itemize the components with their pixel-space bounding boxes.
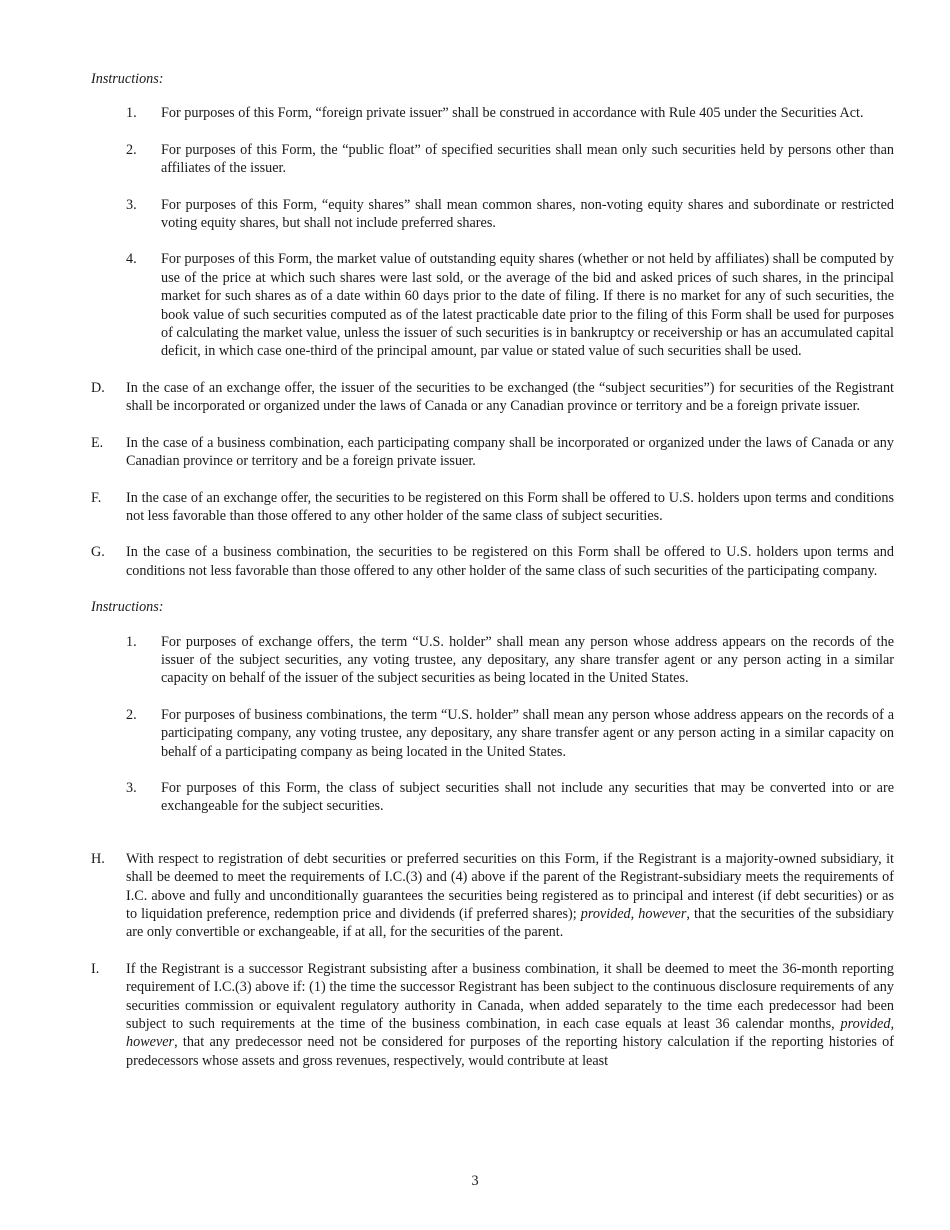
section-text: In the case of a business combination, the securities to be registered on this Form shall be offered to U.S. holders upon terms and conditions not less favorable than those offered to any other holder of the same class of such securities of the participating company. [126, 544, 894, 579]
instructions-list [91, 104, 894, 360]
instruction-item [91, 633, 894, 688]
section-text: With respect to registration of debt securities or preferred securities on this Form, if the Registrant is a majority-owned subsidiary, it shall be deemed to meet the requirements of I.C.(3) and (4) above if the parent of the Registrant-subsidiary meets the requirements of I.C. above and fully and unconditionally guarantees the securities being registered as to principal and interest (if debt securities) or as to liquidation preference, redemption price and dividends (if preferred shares); provided, however, that the securities of the subsidiary are only convertible or exchangeable, if at all, for the securities of the parent. [126, 850, 894, 941]
section-f [91, 489, 894, 526]
section-letter: I. [91, 960, 100, 977]
instruction-number: 2. [126, 706, 137, 723]
instruction-number: 1. [126, 633, 137, 650]
instruction-text: For purposes of exchange offers, the term “U.S. holder” shall mean any person whose address appears on the records of the issuer of the subject securities, any voting trustee, any depositary, any share transfer agent or any person acting in a similar capacity on behalf of the issuer of the subject securities as being located in the United States. [161, 633, 894, 687]
section-h [91, 850, 894, 942]
section-text: In the case of an exchange offer, the issuer of the securities to be exchanged (the “subject securities”) for securities of the Registrant shall be incorporated or organized under the laws of Canada or any Canadian province or territory and be a foreign private issuer. [126, 379, 894, 415]
section-d [91, 379, 894, 416]
document-page [91, 70, 894, 1088]
instruction-text: For purposes of business combinations, the term “U.S. holder” shall mean any person whose address appears on the records of a participating company, any voting trustee, any depositary, any share transfer agent or any person acting in a similar capacity on behalf of a participating company as being located in the United States. [161, 706, 894, 760]
instruction-text: For purposes of this Form, the market value of outstanding equity shares (whether or not held by affiliates) shall be computed by use of the price at which such shares were last sold, or the average of the bid and asked prices of such shares, in the principal market for such shares as of a date within 60 days prior to the date of filing. If there is no market for any of such securities, the book value of such securities computed as of the latest practicable date prior to the filing of this Form shall be used for purposes of calculating the market value, unless the issuer of such securities is in bankruptcy or receivership or has an accumulated capital deficit, in which case one-third of the principal amount, par value or stated value of such securities shall be used. [161, 251, 894, 360]
instruction-text: For purposes of this Form, “foreign private issuer” shall be construed in accordance with Rule 405 under the Securities Act. [161, 105, 864, 122]
instruction-number: 3. [126, 196, 137, 213]
instruction-item [91, 250, 894, 360]
section-letter: E. [91, 434, 104, 451]
instruction-item [91, 104, 894, 122]
instruction-text: For purposes of this Form, the class of subject securities shall not include any securities that may be converted into or are exchangeable for the subject securities. [161, 779, 894, 815]
section-text: In the case of an exchange offer, the securities to be registered on this Form shall be offered to U.S. holders upon terms and conditions not less favorable than those offered to any other holder of the same class of subject securities. [126, 489, 894, 524]
section-letter: F. [91, 489, 102, 506]
instruction-number: 4. [126, 251, 137, 268]
page-number: 3 [471, 1173, 479, 1189]
instructions-heading: Instructions: [91, 71, 164, 87]
section-text: In the case of a business combination, each participating company shall be incorporated or organized under the laws of Canada or any Canadian province or territory and be a foreign private issuer. [126, 434, 894, 470]
instruction-text: For purposes of this Form, the “public float” of specified securities shall mean only such securities held by persons other than affiliates of the issuer. [161, 141, 894, 177]
section-text: If the Registrant is a successor Registrant subsisting after a business combination, it shall be deemed to meet the 36-month reporting requirement of I.C.(3) above if: (1) the time the successor Registrant has been subject to the continuous disclosure requirements of any securities commission or equivalent regulatory authority in Canada, when added separately to the time each predecessor had been subject to such requirements at the time of the business combination, in each case equals at least 36 calendar months, provided, however, that any predecessor need not be considered for purposes of the reporting history calculation if the reporting histories of predecessors whose assets and gross revenues, respectively, would contribute at least [126, 960, 894, 1069]
instruction-text: For purposes of this Form, “equity shares” shall mean common shares, non-voting equity shares and subordinate or restricted voting equity shares, but shall not include preferred shares. [161, 196, 894, 232]
section-letter: D. [91, 379, 105, 396]
instruction-item [91, 141, 894, 178]
instructions-heading-2: Instructions: [91, 599, 164, 616]
instruction-number: 3. [126, 779, 137, 796]
section-letter: G. [91, 544, 105, 561]
instructions-list-2 [91, 633, 894, 816]
instruction-number: 1. [126, 105, 137, 122]
instruction-item [91, 779, 894, 816]
section-g [91, 543, 894, 580]
section-i [91, 960, 894, 1070]
section-e [91, 434, 894, 471]
instruction-item [91, 706, 894, 761]
instruction-item [91, 196, 894, 233]
instruction-number: 2. [126, 141, 137, 158]
section-letter: H. [91, 850, 105, 867]
